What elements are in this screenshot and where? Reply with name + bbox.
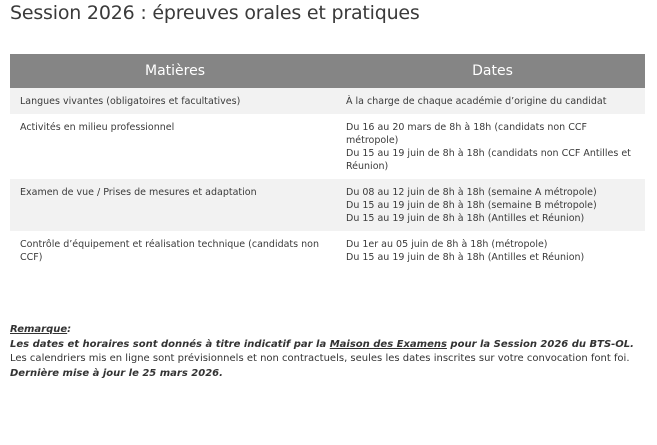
remark-label: Remarque bbox=[10, 324, 68, 335]
date-line: Du 15 au 19 juin de 8h à 18h (Antilles et Réunion) bbox=[346, 213, 585, 224]
table-row bbox=[10, 88, 645, 114]
remark-calendar-note: Les calendriers mis en ligne sont prévisionnels et non contractuels, seules les dates inscrites sur votre convocation font foi. bbox=[10, 353, 630, 364]
dates-cell bbox=[340, 179, 645, 231]
remark-disclaimer bbox=[10, 338, 650, 353]
last-update-note: Dernière mise à jour le 25 mars 2026. bbox=[10, 367, 223, 379]
date-line: Du 15 au 19 juin de 8h à 18h (Antilles et Réunion) bbox=[346, 252, 585, 263]
remark-text-after-link: pour la Session 2026 du BTS-OL. bbox=[446, 338, 634, 350]
subject-cell: Contrôle d’équipement et réalisation technique (candidats non CCF) bbox=[20, 239, 319, 263]
remark-text-before-link: Les dates et horaires sont donnés à titre indicatif par la bbox=[10, 338, 330, 350]
table-row bbox=[10, 179, 645, 231]
dates-cell bbox=[340, 88, 645, 114]
exam-schedule-table bbox=[10, 54, 645, 270]
column-header-dates: Dates bbox=[340, 54, 645, 88]
dates-cell bbox=[340, 114, 645, 179]
subject-cell: Examen de vue / Prises de mesures et adaptation bbox=[10, 179, 340, 231]
remark-heading bbox=[10, 323, 650, 338]
subject-cell: Activités en milieu professionnel bbox=[20, 122, 175, 133]
subject-cell: Langues vivantes (obligatoires et facultatives) bbox=[10, 88, 340, 114]
table-row bbox=[10, 231, 645, 270]
date-line: À la charge de chaque académie d’origine du candidat bbox=[346, 96, 607, 107]
column-header-subjects: Matières bbox=[10, 54, 340, 88]
table-row bbox=[10, 114, 645, 179]
dates-cell bbox=[340, 231, 645, 270]
remark-block bbox=[10, 323, 650, 381]
date-line: Du 16 au 20 mars de 8h à 18h (candidats non CCF métropole) bbox=[346, 122, 587, 146]
date-line: Du 15 au 19 juin de 8h à 18h (candidats non CCF Antilles et Réunion) bbox=[346, 148, 631, 172]
date-line: Du 15 au 19 juin de 8h à 18h (semaine B métropole) bbox=[346, 200, 597, 211]
date-line: Du 08 au 12 juin de 8h à 18h (semaine A métropole) bbox=[346, 187, 597, 198]
table-header-row bbox=[10, 54, 645, 88]
date-line: Du 1er au 05 juin de 8h à 18h (métropole) bbox=[346, 239, 548, 250]
remark-label-colon: : bbox=[67, 324, 72, 335]
page-title: Session 2026 : épreuves orales et pratiques bbox=[10, 2, 420, 24]
maison-des-examens-link[interactable]: Maison des Examens bbox=[329, 338, 447, 350]
